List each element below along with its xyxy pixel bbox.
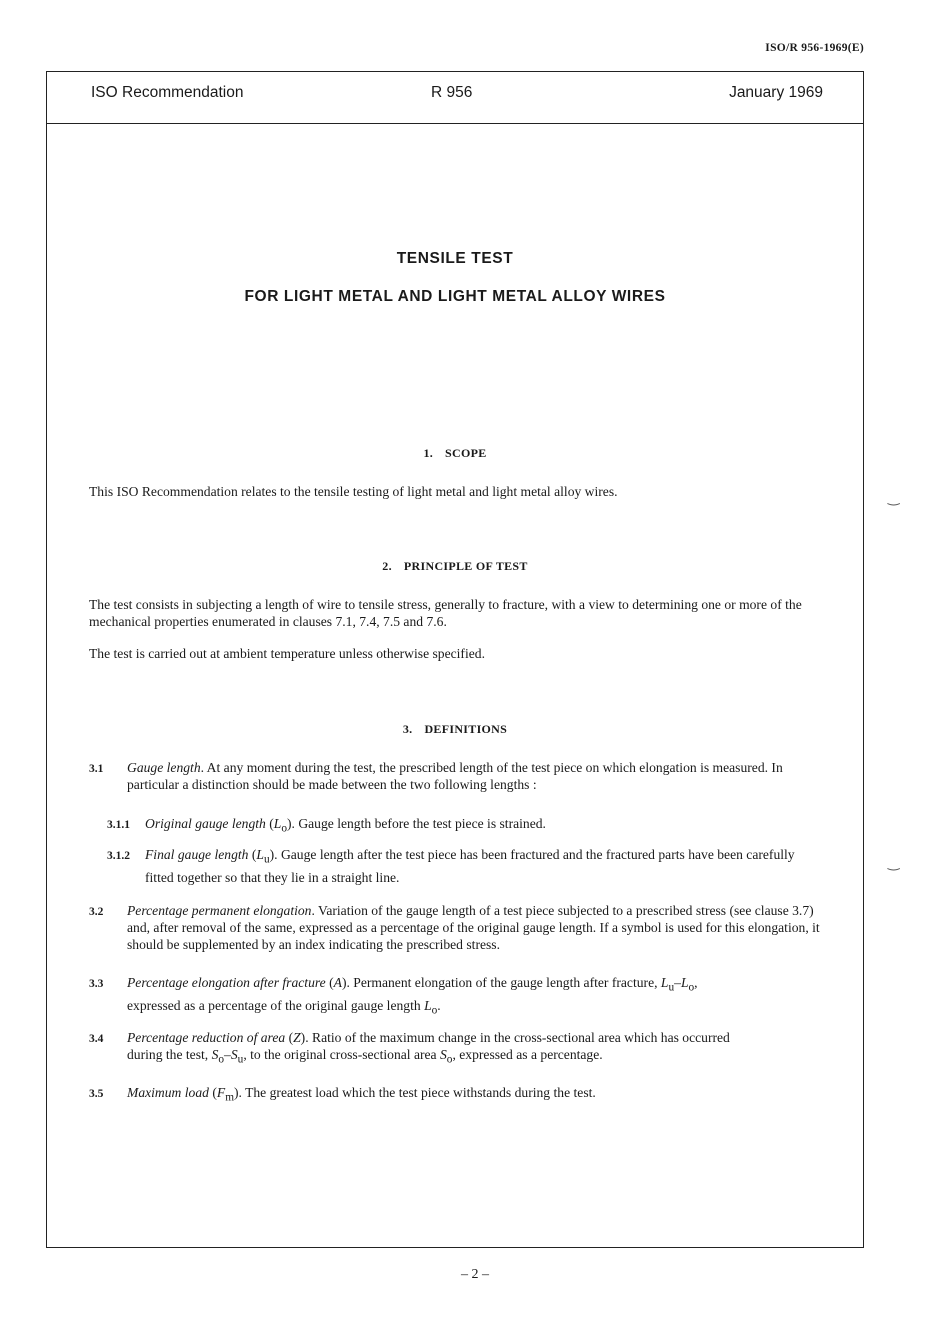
section-2-heading (47, 559, 863, 574)
clause-number: 3.5 (89, 1088, 104, 1100)
clause-text: Maximum load $(F_m)$. The greatest load which the test piece withstands during the test. (127, 1085, 596, 1104)
principle-text-2: The test is carried out at ambient temperature unless otherwise specified. (89, 646, 485, 661)
clause-body: . At any moment during the test, the prescribed length of the test piece on which elongation is measured. In particular a distinction should be made between the two following lengths : (127, 760, 783, 792)
section-title: PRINCIPLE OF TEST (403, 559, 528, 573)
clause-body: . Variation of the gauge length of a test piece subjected to a prescribed stress (see clause 3.7) and, after removal of the same, expressed as a percentage of the original gauge length. If a symbol is used for this elongation, it should be supplemented by an index indicating the prescribed stress. (127, 903, 820, 952)
title-line1: TENSILE TEST (396, 250, 514, 267)
clause-text: Original gauge length $(L_o)$. Gauge length before the test piece is strained. (145, 816, 546, 835)
section-title: SCOPE (445, 446, 487, 460)
symbol: F (216, 1085, 226, 1100)
clause-body: . Ratio of the maximum change in the cross-sectional area which has occurred (305, 1030, 730, 1045)
header-center: R 956 (431, 84, 473, 101)
clause-term: Percentage elongation after fracture (127, 975, 326, 990)
symbol: A (333, 975, 342, 990)
symbol: L (273, 816, 282, 831)
clause-term: Percentage reduction of area (127, 1030, 286, 1045)
symbol-subscript: u (263, 853, 270, 866)
clause-term: Percentage permanent elongation (127, 903, 312, 918)
symbol: L (256, 847, 264, 862)
page-frame (46, 71, 864, 1248)
margin-mark: ‿ (888, 491, 900, 506)
section-title: DEFINITIONS (424, 722, 508, 736)
document-id: ISO/R 956-1969(E) (765, 42, 864, 54)
clause-body: . Permanent elongation of the gauge length after fracture, (346, 975, 661, 990)
clause-term: Original gauge length (145, 816, 266, 831)
clause-number: 3.4 (89, 1033, 104, 1045)
section-number: 1. (423, 446, 434, 460)
margin-mark: ‿ (888, 856, 900, 871)
clause-number: 3.2 (89, 906, 104, 918)
header-row (47, 72, 863, 124)
clause-body-2: expressed as a percentage of the original gauge length (127, 997, 425, 1013)
section-number: 2. (382, 559, 392, 573)
clause-term: Maximum load (127, 1085, 209, 1100)
principle-text-1: The test consists in subjecting a length of wire to tensile stress, generally to fracture, with a view to determining one or more of the mechanical properties enumerated in clauses 7.1, 7.4, 7.5 and 7.6. (89, 597, 802, 629)
symbol: Z (293, 1030, 301, 1045)
clause-number: 3.1.1 (107, 819, 130, 831)
section-number: 3. (402, 722, 413, 736)
title-line2: FOR LIGHT METAL AND LIGHT METAL ALLOY WIRES (244, 288, 666, 305)
symbol-subscript: m (225, 1091, 234, 1104)
clause-text: Percentage elongation after fracture (A). Permanent elongation of the gauge length after fracture, $L_u-L_o$, expressed as a percentage of the original gauge length $L_o$. (127, 975, 698, 1017)
header-right: January 1969 (729, 84, 823, 101)
clause-text (127, 759, 827, 793)
clause-number: 3.1 (89, 763, 104, 775)
clause-term: Final gauge length (145, 847, 249, 862)
clause-text (127, 902, 833, 953)
symbol-subscript: o (281, 822, 287, 835)
clause-body: . The greatest load which the test piece withstands during the test. (238, 1085, 596, 1100)
clause-body: . Gauge length before the test piece is strained. (291, 816, 546, 831)
scope-text: This ISO Recommendation relates to the tensile testing of light metal and light metal alloy wires. (89, 484, 618, 499)
page-number: – 2 – (461, 1267, 489, 1282)
header-left: ISO Recommendation (91, 84, 244, 101)
clause-body-4: , expressed as a percentage. (452, 1047, 603, 1062)
clause-body: . Gauge length after the test piece has been fractured and the fractured parts have been carefully fitted together so that they lie in a straight line. (145, 847, 795, 885)
clause-number: 3.1.2 (107, 850, 130, 862)
clause-body-3: , to the original cross-sectional area (243, 1047, 440, 1062)
clause-term: Gauge length (127, 760, 201, 775)
clause-text: Percentage reduction of area (Z). Ratio of the maximum change in the cross-sectional area which has occurred during the test, $S_o-S_u$, to the original cross-sectional area $S_o$, expressed as a percentage. (127, 1030, 730, 1066)
clause-number: 3.3 (89, 978, 104, 990)
clause-body-2: during the test, (127, 1047, 212, 1062)
section-1-heading (47, 446, 863, 461)
clause-text: Final gauge length $(L_u)$. Gauge length after the test piece has been fractured and the fractured parts have been carefully fitted together so that they lie in a straight line. (145, 847, 795, 885)
section-3-heading (47, 722, 863, 737)
